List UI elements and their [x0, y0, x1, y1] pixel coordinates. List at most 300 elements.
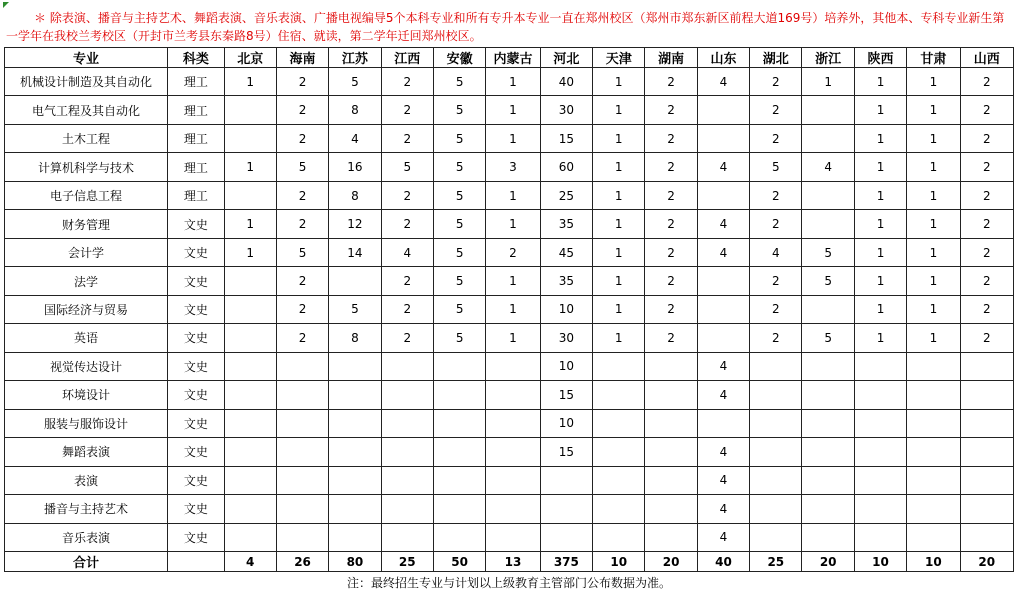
quota-cell: 2: [276, 267, 328, 295]
quota-cell: 2: [645, 324, 697, 352]
category-cell: 文史: [168, 438, 224, 466]
category-cell: 文史: [168, 523, 224, 552]
total-row: [5, 552, 1014, 572]
header-province: 天津: [593, 48, 645, 68]
table-row: [5, 523, 1014, 552]
total-cell: 375: [540, 552, 592, 572]
quota-cell: [854, 466, 906, 494]
quota-cell: 4: [750, 238, 802, 266]
quota-cell: 1: [854, 153, 906, 181]
category-cell: 文史: [168, 409, 224, 437]
quota-cell: 1: [854, 181, 906, 209]
quota-cell: [645, 381, 697, 409]
quota-cell: 1: [486, 210, 540, 238]
quota-cell: [854, 409, 906, 437]
quota-cell: 5: [802, 238, 854, 266]
quota-cell: 1: [854, 124, 906, 152]
quota-cell: 2: [750, 68, 802, 96]
quota-cell: 1: [593, 238, 645, 266]
quota-cell: [433, 409, 485, 437]
category-cell: 文史: [168, 352, 224, 380]
total-cell: 20: [645, 552, 697, 572]
category-cell: 文史: [168, 495, 224, 523]
quota-cell: 4: [697, 238, 749, 266]
quota-cell: [224, 495, 276, 523]
quota-cell: [645, 466, 697, 494]
quota-cell: [329, 523, 381, 552]
quota-cell: 1: [907, 124, 960, 152]
quota-cell: 5: [381, 153, 433, 181]
quota-cell: [802, 381, 854, 409]
quota-cell: [907, 495, 960, 523]
quota-cell: [224, 352, 276, 380]
quota-cell: [750, 438, 802, 466]
quota-cell: 5: [433, 96, 485, 124]
quota-cell: 35: [540, 210, 592, 238]
quota-cell: 1: [854, 68, 906, 96]
table-row: [5, 466, 1014, 494]
quota-cell: [486, 495, 540, 523]
quota-cell: 8: [329, 181, 381, 209]
quota-cell: 10: [540, 409, 592, 437]
quota-cell: 4: [697, 466, 749, 494]
quota-cell: [224, 124, 276, 152]
quota-cell: [486, 409, 540, 437]
quota-cell: 8: [329, 96, 381, 124]
category-cell: 理工: [168, 68, 224, 96]
category-cell: 理工: [168, 181, 224, 209]
total-cell: 25: [381, 552, 433, 572]
quota-cell: [750, 409, 802, 437]
quota-cell: 40: [540, 68, 592, 96]
table-row: [5, 324, 1014, 352]
quota-cell: 2: [645, 210, 697, 238]
quota-cell: [329, 267, 381, 295]
quota-cell: 1: [907, 267, 960, 295]
quota-cell: 2: [645, 96, 697, 124]
quota-cell: 5: [433, 267, 485, 295]
quota-cell: 4: [697, 68, 749, 96]
quota-cell: 4: [697, 381, 749, 409]
quota-cell: [645, 523, 697, 552]
quota-cell: 5: [433, 153, 485, 181]
quota-cell: 30: [540, 324, 592, 352]
header-province: 河北: [540, 48, 592, 68]
quota-cell: [802, 409, 854, 437]
quota-cell: 2: [276, 295, 328, 323]
quota-cell: 2: [645, 267, 697, 295]
quota-cell: 10: [540, 352, 592, 380]
quota-cell: 1: [593, 267, 645, 295]
quota-cell: [433, 495, 485, 523]
major-cell: 机械设计制造及其自动化: [5, 68, 168, 96]
quota-cell: 8: [329, 324, 381, 352]
quota-cell: 2: [381, 295, 433, 323]
quota-cell: 12: [329, 210, 381, 238]
quota-cell: 15: [540, 124, 592, 152]
quota-cell: [486, 352, 540, 380]
header-province: 浙江: [802, 48, 854, 68]
header-province: 湖北: [750, 48, 802, 68]
quota-cell: [960, 409, 1013, 437]
quota-cell: [697, 267, 749, 295]
table-row: [5, 210, 1014, 238]
header-province: 北京: [224, 48, 276, 68]
quota-cell: 2: [645, 153, 697, 181]
quota-cell: [802, 295, 854, 323]
corner-marker: [3, 2, 9, 8]
quota-cell: [960, 466, 1013, 494]
quota-cell: 1: [907, 238, 960, 266]
header-province: 山西: [960, 48, 1013, 68]
total-category-cell: [168, 552, 224, 572]
quota-cell: [960, 438, 1013, 466]
quota-cell: 2: [960, 124, 1013, 152]
quota-cell: 60: [540, 153, 592, 181]
table-row: [5, 238, 1014, 266]
quota-cell: 1: [907, 210, 960, 238]
total-cell: 25: [750, 552, 802, 572]
quota-cell: 2: [750, 267, 802, 295]
quota-cell: 1: [907, 324, 960, 352]
category-cell: 理工: [168, 124, 224, 152]
quota-cell: 4: [697, 523, 749, 552]
quota-cell: 1: [593, 210, 645, 238]
quota-cell: 10: [540, 295, 592, 323]
quota-cell: [854, 495, 906, 523]
quota-cell: 1: [486, 267, 540, 295]
quota-cell: 1: [486, 96, 540, 124]
category-cell: 文史: [168, 210, 224, 238]
quota-cell: 5: [329, 68, 381, 96]
major-cell: 计算机科学与技术: [5, 153, 168, 181]
quota-cell: [276, 438, 328, 466]
quota-cell: 5: [276, 153, 328, 181]
quota-cell: [697, 96, 749, 124]
footnote: 注：最终招生专业与计划以上级教育主管部门公布数据为准。: [346, 576, 671, 590]
quota-cell: [540, 495, 592, 523]
quota-cell: 2: [960, 324, 1013, 352]
quota-cell: [276, 381, 328, 409]
quota-cell: 5: [802, 267, 854, 295]
quota-cell: 1: [854, 96, 906, 124]
quota-cell: 1: [593, 153, 645, 181]
header-category: 科类: [168, 48, 224, 68]
quota-cell: [381, 495, 433, 523]
quota-cell: 4: [697, 352, 749, 380]
header-province: 海南: [276, 48, 328, 68]
quota-cell: 5: [329, 295, 381, 323]
table-row: [5, 295, 1014, 323]
quota-cell: 2: [750, 124, 802, 152]
total-cell: 10: [907, 552, 960, 572]
quota-cell: 4: [697, 153, 749, 181]
quota-cell: [540, 523, 592, 552]
quota-cell: [329, 438, 381, 466]
quota-cell: [381, 352, 433, 380]
major-cell: 音乐表演: [5, 523, 168, 552]
quota-cell: 1: [907, 96, 960, 124]
table-row: [5, 96, 1014, 124]
quota-cell: 1: [486, 181, 540, 209]
total-cell: 4: [224, 552, 276, 572]
quota-cell: [593, 409, 645, 437]
quota-cell: [276, 352, 328, 380]
quota-cell: 2: [960, 267, 1013, 295]
quota-cell: 1: [486, 295, 540, 323]
quota-cell: [593, 352, 645, 380]
quota-cell: [750, 352, 802, 380]
quota-cell: 2: [960, 96, 1013, 124]
category-cell: 文史: [168, 267, 224, 295]
quota-cell: 2: [645, 68, 697, 96]
table-row: [5, 68, 1014, 96]
quota-cell: 2: [381, 210, 433, 238]
quota-cell: 2: [276, 324, 328, 352]
quota-cell: [276, 523, 328, 552]
quota-cell: 2: [381, 267, 433, 295]
quota-cell: 30: [540, 96, 592, 124]
quota-cell: [750, 381, 802, 409]
total-cell: 20: [960, 552, 1013, 572]
quota-cell: [329, 381, 381, 409]
quota-cell: [697, 409, 749, 437]
quota-cell: 1: [486, 124, 540, 152]
quota-cell: [486, 523, 540, 552]
quota-cell: [697, 295, 749, 323]
header-province: 内蒙古: [486, 48, 540, 68]
quota-cell: [907, 352, 960, 380]
quota-cell: 5: [433, 210, 485, 238]
quota-cell: [960, 523, 1013, 552]
quota-cell: [486, 381, 540, 409]
quota-cell: [433, 466, 485, 494]
quota-cell: [381, 466, 433, 494]
total-cell: 13: [486, 552, 540, 572]
quota-cell: 4: [802, 153, 854, 181]
quota-cell: 2: [381, 324, 433, 352]
quota-cell: [750, 495, 802, 523]
quota-cell: [329, 466, 381, 494]
category-cell: 理工: [168, 153, 224, 181]
quota-cell: [854, 381, 906, 409]
quota-cell: [645, 495, 697, 523]
quota-cell: [224, 295, 276, 323]
quota-cell: 1: [224, 210, 276, 238]
quota-cell: 45: [540, 238, 592, 266]
category-cell: 文史: [168, 238, 224, 266]
quota-cell: 2: [645, 238, 697, 266]
quota-cell: [486, 438, 540, 466]
quota-cell: 2: [645, 124, 697, 152]
quota-cell: 1: [486, 68, 540, 96]
quota-cell: [593, 523, 645, 552]
quota-cell: 4: [697, 210, 749, 238]
total-cell: 80: [329, 552, 381, 572]
quota-cell: 16: [329, 153, 381, 181]
quota-cell: 2: [750, 96, 802, 124]
quota-cell: 2: [750, 210, 802, 238]
quota-cell: [645, 438, 697, 466]
quota-cell: [802, 466, 854, 494]
quota-cell: [960, 381, 1013, 409]
header-province: 安徽: [433, 48, 485, 68]
table-row: [5, 124, 1014, 152]
quota-cell: [329, 495, 381, 523]
quota-cell: 2: [960, 153, 1013, 181]
quota-cell: 2: [381, 96, 433, 124]
quota-cell: 2: [381, 181, 433, 209]
quota-cell: 5: [276, 238, 328, 266]
quota-cell: 35: [540, 267, 592, 295]
table-row: [5, 438, 1014, 466]
quota-cell: [907, 523, 960, 552]
quota-cell: [645, 409, 697, 437]
header-province: 山东: [697, 48, 749, 68]
quota-cell: 5: [433, 181, 485, 209]
quota-cell: 5: [433, 324, 485, 352]
quota-cell: [802, 124, 854, 152]
quota-cell: [854, 352, 906, 380]
quota-cell: [907, 438, 960, 466]
quota-cell: [433, 352, 485, 380]
quota-cell: 1: [593, 124, 645, 152]
major-cell: 法学: [5, 267, 168, 295]
table-row: [5, 352, 1014, 380]
quota-cell: 2: [960, 210, 1013, 238]
category-cell: 文史: [168, 295, 224, 323]
quota-cell: [645, 352, 697, 380]
quota-cell: 2: [276, 68, 328, 96]
total-label: 合计: [5, 552, 168, 572]
quota-cell: [224, 381, 276, 409]
quota-cell: 5: [433, 295, 485, 323]
header-major: 专业: [5, 48, 168, 68]
quota-cell: 2: [276, 124, 328, 152]
quota-cell: 2: [381, 68, 433, 96]
major-cell: 会计学: [5, 238, 168, 266]
total-cell: 10: [593, 552, 645, 572]
quota-cell: 4: [329, 124, 381, 152]
quota-cell: 5: [750, 153, 802, 181]
quota-cell: [224, 324, 276, 352]
table-row: [5, 181, 1014, 209]
category-cell: 文史: [168, 324, 224, 352]
quota-cell: [802, 181, 854, 209]
quota-cell: [224, 466, 276, 494]
quota-cell: [224, 438, 276, 466]
quota-cell: 2: [276, 96, 328, 124]
quota-cell: 1: [907, 181, 960, 209]
quota-cell: 2: [960, 181, 1013, 209]
category-cell: 文史: [168, 466, 224, 494]
quota-cell: 1: [854, 295, 906, 323]
quota-cell: [593, 495, 645, 523]
table-row: [5, 409, 1014, 437]
table-row: [5, 495, 1014, 523]
major-cell: 播音与主持艺术: [5, 495, 168, 523]
quota-cell: [802, 96, 854, 124]
quota-cell: 1: [224, 153, 276, 181]
quota-cell: [802, 438, 854, 466]
quota-cell: 2: [750, 181, 802, 209]
quota-cell: 3: [486, 153, 540, 181]
quota-cell: 5: [802, 324, 854, 352]
quota-cell: [224, 409, 276, 437]
quota-cell: [854, 523, 906, 552]
quota-cell: 2: [750, 324, 802, 352]
table-row: [5, 153, 1014, 181]
table-header-row: [5, 48, 1014, 68]
quota-cell: 1: [486, 324, 540, 352]
quota-cell: [381, 438, 433, 466]
quota-cell: 2: [960, 295, 1013, 323]
major-cell: 视觉传达设计: [5, 352, 168, 380]
major-cell: 表演: [5, 466, 168, 494]
quota-cell: 1: [593, 181, 645, 209]
category-cell: 理工: [168, 96, 224, 124]
quota-cell: [697, 324, 749, 352]
quota-cell: 1: [907, 68, 960, 96]
quota-cell: 1: [854, 210, 906, 238]
quota-cell: [907, 466, 960, 494]
quota-cell: 1: [224, 68, 276, 96]
quota-cell: [802, 352, 854, 380]
quota-cell: 1: [593, 324, 645, 352]
quota-cell: [433, 523, 485, 552]
quota-cell: [750, 523, 802, 552]
enrollment-plan-table: [4, 47, 1014, 572]
header-province: 江西: [381, 48, 433, 68]
quota-cell: 15: [540, 438, 592, 466]
table-row: [5, 381, 1014, 409]
quota-cell: [381, 409, 433, 437]
quota-cell: 2: [276, 181, 328, 209]
quota-cell: 4: [697, 495, 749, 523]
quota-cell: [224, 267, 276, 295]
quota-cell: 2: [645, 295, 697, 323]
quota-cell: [329, 409, 381, 437]
quota-cell: [433, 438, 485, 466]
quota-cell: [907, 381, 960, 409]
quota-cell: [381, 381, 433, 409]
quota-cell: 5: [433, 238, 485, 266]
quota-cell: [381, 523, 433, 552]
campus-notice: ＊ 除表演、播音与主持艺术、舞蹈表演、音乐表演、广播电视编导5个本科专业和所有专升本专业一直在郑州校区（郑州市郑东新区前程大道169号）培养外，其他本、专科专业新生第一学年在我校兰考校区（开封市兰考县东秦路8号）住宿、就读，第二学年迁回郑州校区。: [6, 11, 1005, 43]
category-cell: 文史: [168, 381, 224, 409]
quota-cell: 4: [381, 238, 433, 266]
quota-cell: 1: [854, 267, 906, 295]
total-cell: 20: [802, 552, 854, 572]
major-cell: 环境设计: [5, 381, 168, 409]
quota-cell: [593, 438, 645, 466]
quota-cell: 2: [381, 124, 433, 152]
quota-cell: 1: [854, 238, 906, 266]
major-cell: 国际经济与贸易: [5, 295, 168, 323]
quota-cell: 2: [486, 238, 540, 266]
quota-cell: [907, 409, 960, 437]
quota-cell: 1: [802, 68, 854, 96]
quota-cell: 1: [593, 96, 645, 124]
quota-cell: 2: [960, 238, 1013, 266]
quota-cell: 2: [276, 210, 328, 238]
quota-cell: 14: [329, 238, 381, 266]
major-cell: 英语: [5, 324, 168, 352]
header-province: 甘肃: [907, 48, 960, 68]
quota-cell: 1: [224, 238, 276, 266]
quota-cell: [593, 466, 645, 494]
quota-cell: [802, 523, 854, 552]
